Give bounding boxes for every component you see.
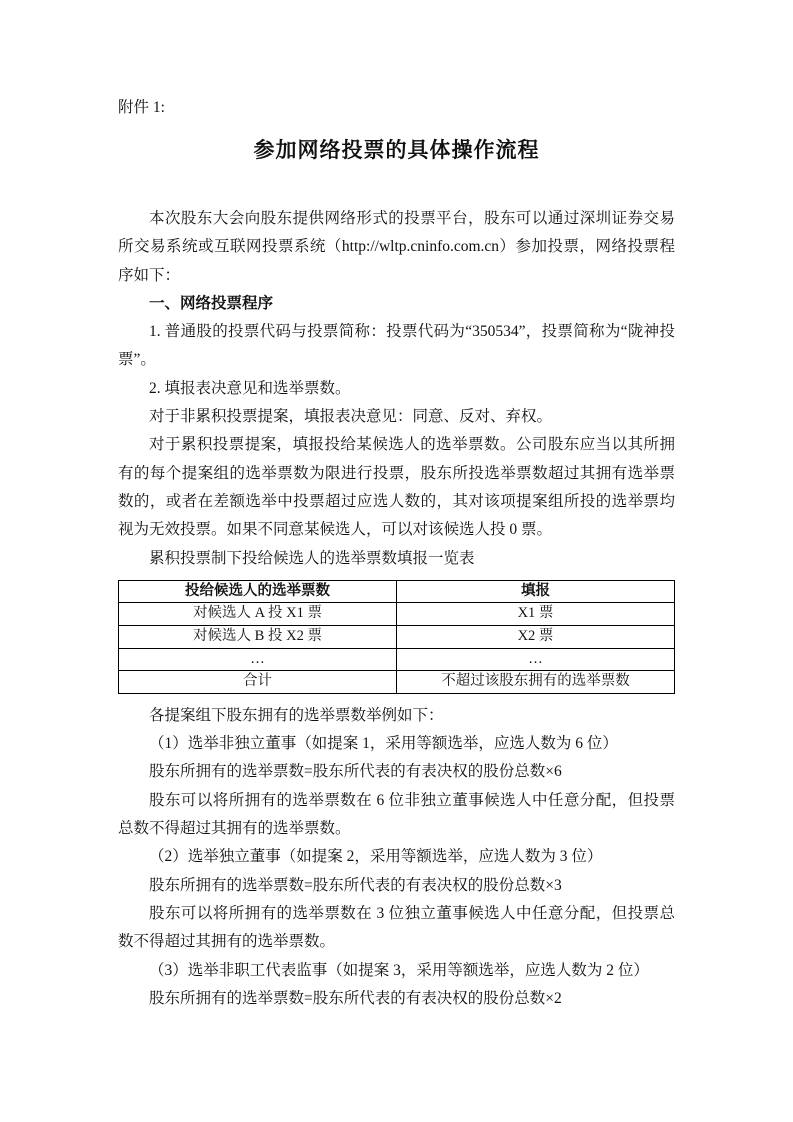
paragraph-item1-formula: 股东所拥有的选举票数=股东所代表的有表决权的股份总数×6 xyxy=(149,763,562,781)
paragraph-item2-rule: 股东可以将所拥有的选举票数在 3 位独立董事候选人中任意分配，但投票总数不得超过其拥有的选举票数。 xyxy=(118,904,675,951)
table-row xyxy=(119,626,675,649)
paragraph-item1-rule: 股东可以将所拥有的选举票数在 6 位非独立董事候选人中任意分配，但投票总数不得超过其拥有的选举票数。 xyxy=(118,791,675,838)
vote-count-table xyxy=(118,580,675,694)
table-cell: X2 票 xyxy=(397,626,675,649)
paragraph-item3-formula: 股东所拥有的选举票数=股东所代表的有表决权的股份总数×2 xyxy=(149,989,562,1007)
table-header-votes: 投给候选人的选举票数 xyxy=(119,580,397,603)
table-header-row xyxy=(119,580,675,603)
paragraph-item3-title: （3）选举非职工代表监事（如提案 3，采用等额选举，应选人数为 2 位） xyxy=(149,961,649,979)
paragraph-non-cumulative: 对于非累积投票提案，填报表决意见：同意、反对、弃权。 xyxy=(149,408,553,426)
table-cell: 对候选人 B 投 X2 票 xyxy=(119,626,397,649)
attachment-label: 附件 1: xyxy=(118,99,165,116)
page-title: 参加网络投票的具体操作流程 xyxy=(253,138,540,162)
paragraph-examples-intro: 各提案组下股东拥有的选举票数举例如下： xyxy=(149,706,444,724)
paragraph-voting-code: 1. 普通股的投票代码与投票简称：投票代码为“350534”，投票简称为“陇神投票”。 xyxy=(118,323,675,369)
table-cell: 合计 xyxy=(119,671,397,694)
paragraph-item2-formula: 股东所拥有的选举票数=股东所代表的有表决权的股份总数×3 xyxy=(149,876,562,894)
paragraph-cumulative: 对于累积投票提案，填报投给某候选人的选举票数。公司股东应当以其所拥有的每个提案组的选举票数为限进行投票，股东所投选举票数超过其拥有选举票数的，或者在差额选举中投票超过应选人数的，其对该项提案组所投的选举票均视为无效投票。如果不同意某候选人，可以对该候选人投 0 票。 xyxy=(118,436,675,539)
table-cell: X1 票 xyxy=(397,603,675,626)
paragraph-item2-title: （2）选举独立董事（如提案 2，采用等额选举，应选人数为 3 位） xyxy=(149,848,603,866)
paragraph-fill-opinion: 2. 填报表决意见和选举票数。 xyxy=(149,379,351,397)
table-cell: 不超过该股东拥有的选举票数 xyxy=(397,671,675,694)
table-cell: 对候选人 A 投 X1 票 xyxy=(119,603,397,626)
table-cell: … xyxy=(119,648,397,671)
table-row xyxy=(119,603,675,626)
intro-paragraph: 本次股东大会向股东提供网络形式的投票平台，股东可以通过深圳证券交易所交易系统或互联网投票系统（http://wltp.cninfo.com.cn）参加投票，网络投票程序如下： xyxy=(118,210,675,284)
table-header-fill: 填报 xyxy=(397,580,675,603)
table-row xyxy=(119,648,675,671)
table-row xyxy=(119,671,675,694)
paragraph-item1-title: （1）选举非独立董事（如提案 1，采用等额选举，应选人数为 6 位） xyxy=(149,735,618,753)
table-caption: 累积投票制下投给候选人的选举票数填报一览表 xyxy=(149,549,475,567)
table-cell: … xyxy=(397,648,675,671)
section-heading-voting-procedure: 一、网络投票程序 xyxy=(149,294,274,312)
